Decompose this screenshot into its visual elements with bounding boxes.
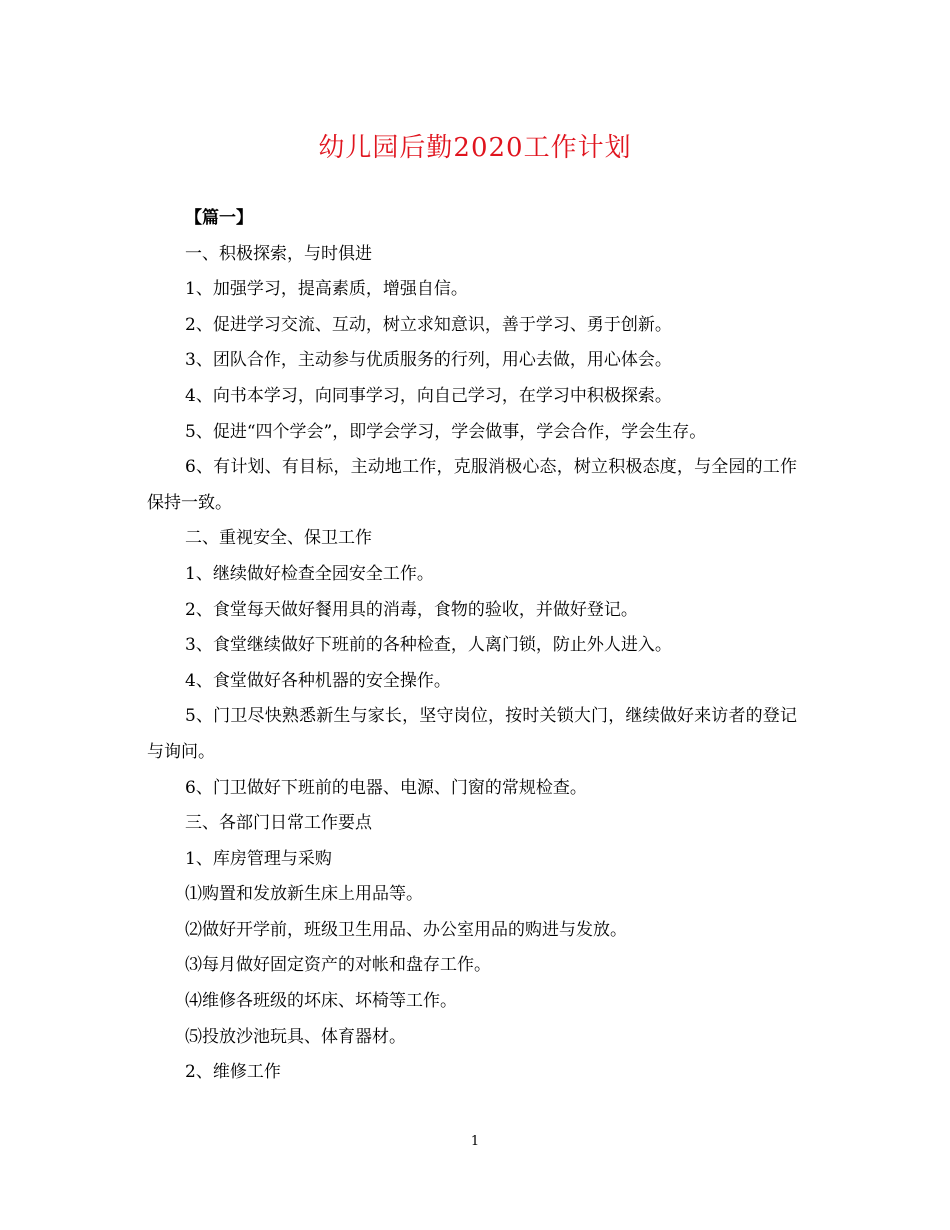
subheading: 1、库房管理与采购 [185, 848, 332, 869]
paragraph: 2、食堂每天做好餐用具的消毒，食物的验收，并做好登记。 [185, 599, 638, 620]
paragraph: 3、团队合作，主动参与优质服务的行列，用心去做，用心体会。 [185, 350, 672, 371]
paragraph: 5、促进“四个学会”，即学会学习，学会做事，学会合作，学会生存。 [185, 421, 707, 442]
paragraph: 4、向书本学习，向同事学习，向自己学习，在学习中积极探索。 [185, 385, 672, 406]
page-number: 1 [470, 1134, 480, 1149]
paragraph: 2、促进学习交流、互动，树立求知意识，善于学习、勇于创新。 [185, 314, 672, 335]
subheading: 2、维修工作 [185, 1062, 281, 1083]
heading-2: 二、重视安全、保卫工作 [185, 528, 372, 549]
list-item: ⑴购置和发放新生床上用品等。 [185, 884, 423, 905]
section-label: 【篇一】 [185, 208, 253, 228]
paragraph: 5、门卫尽快熟悉新生与家长，坚守岗位，按时关锁大门，继续做好来访者的登记与询问。 [147, 706, 797, 762]
paragraph: 6、有计划、有目标，主动地工作，克服消极心态，树立积极态度，与全园的工作保持一致。 [147, 457, 797, 513]
paragraph: 1、继续做好检查全园安全工作。 [185, 563, 434, 584]
paragraph: 3、食堂继续做好下班前的各种检查，人离门锁，防止外人进入。 [185, 635, 672, 656]
list-item: ⑵做好开学前，班级卫生用品、办公室用品的购进与发放。 [185, 919, 627, 940]
list-item: ⑷维修各班级的坏床、坏椅等工作。 [185, 991, 457, 1012]
paragraph: 6、门卫做好下班前的电器、电源、门窗的常规检查。 [185, 777, 587, 798]
document-title: 幼儿园后勤2020工作计划 [318, 133, 632, 163]
document-body [147, 201, 797, 1091]
paragraph: 4、食堂做好各种机器的安全操作。 [185, 670, 451, 691]
list-item: ⑸投放沙池玩具、体育器材。 [185, 1026, 406, 1047]
heading-1: 一、积极探索，与时俱进 [185, 243, 372, 264]
paragraph: 1、加强学习，提高素质，增强自信。 [185, 279, 468, 300]
heading-3: 三、各部门日常工作要点 [185, 813, 372, 834]
list-item: ⑶每月做好固定资产的对帐和盘存工作。 [185, 955, 491, 976]
